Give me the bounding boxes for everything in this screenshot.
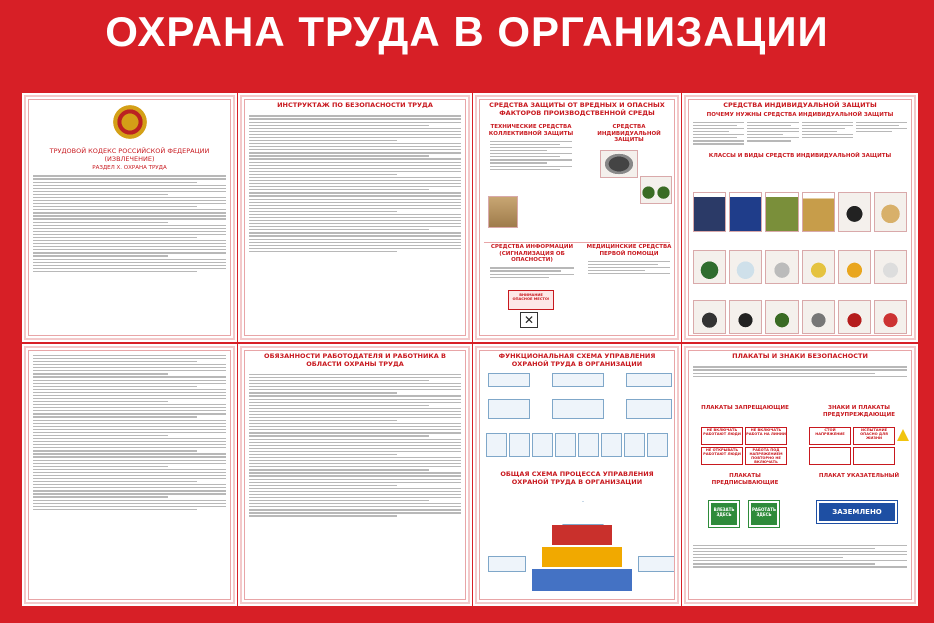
scheme-box-6 [626, 399, 672, 419]
collective-protection-title: ТЕХНИЧЕСКИЕ СРЕДСТВА КОЛЛЕКТИВНОЙ ЗАЩИТЫ [488, 124, 574, 137]
gas-mask-icon [693, 300, 726, 334]
gloves-icon [874, 192, 907, 232]
scheme-cell [601, 433, 622, 457]
scheme-cell [578, 433, 599, 457]
page-title: ОХРАНА ТРУДА В ОРГАНИЗАЦИИ [105, 8, 829, 55]
duties-heading: ОБЯЗАННОСТИ РАБОТОДАТЕЛЯ И РАБОТНИКА В ОБЛАСТИ ОХРАНЫ ТРУДА [264, 352, 446, 368]
instruction-text [245, 112, 465, 256]
respirator-icon [600, 150, 638, 178]
scheme-box-5 [552, 399, 604, 419]
boots-icon [838, 192, 871, 232]
ear-protectors-icon [765, 300, 798, 334]
scheme-cell [509, 433, 530, 457]
ppe-heading: СРЕДСТВА ИНДИВИДУАЛЬНОЙ ЗАЩИТЫ [723, 101, 877, 109]
warning-title: ЗНАКИ И ПЛАКАТЫ ПРЕДУПРЕЖДАЮЩИЕ [823, 405, 895, 418]
sign-work-here: РАБОТАТЬ ЗДЕСЬ [749, 501, 779, 527]
prohibitive-title: ПЛАКАТЫ ЗАПРЕЩАЮЩИЕ [701, 405, 789, 411]
chemical-suit-icon [765, 192, 798, 232]
sign-no-open: НЕ ОТКРЫВАТЬ РАБОТАЮТ ЛЮДИ [701, 447, 743, 465]
sign-grounded: ЗАЗЕМЛЕНО [817, 501, 897, 523]
duties-panel [238, 344, 472, 606]
mandatory-title: ПЛАКАТЫ ПРЕДПИСЫВАЮЩИЕ [711, 473, 779, 486]
scheme-side-right [638, 556, 675, 572]
scheme-box-2 [552, 373, 604, 387]
sign-voltage-3 [853, 447, 895, 465]
scheme-cell [486, 433, 507, 457]
sign-live-work: РАБОТА ПОД НАПРЯЖЕНИЕМ ПОВТОРНО НЕ ВКЛЮЧАТЬ [745, 447, 787, 465]
labor-code-heading: ТРУДОВОЙ КОДЕКС РОССИЙСКОЙ ФЕДЕРАЦИИ (ИЗВЛЕЧЕНИЕ) [49, 147, 210, 163]
warning-triangle-icon [897, 429, 909, 441]
headphones-icon [838, 300, 871, 334]
scheme-box-3 [626, 373, 672, 387]
filter-icon [488, 196, 518, 228]
scheme-cell [647, 433, 668, 457]
helmet-icon [693, 250, 726, 284]
hazmat-suit-icon [802, 192, 835, 232]
sign-voltage-2 [809, 447, 851, 465]
ppe-panel [682, 93, 918, 342]
scheme-box-1 [488, 373, 530, 387]
pyramid-diagram [532, 501, 632, 593]
individual-protection-title: СРЕДСТВА ИНДИВИДУАЛЬНОЙ ЗАЩИТЫ [597, 124, 661, 143]
ppe-classes-title: КЛАССЫ И ВИДЫ СРЕДСТВ ИНДИВИДУАЛЬНОЙ ЗАЩИТЫ [708, 152, 892, 159]
signs-heading: ПЛАКАТЫ И ЗНАКИ БЕЗОПАСНОСТИ [732, 352, 868, 360]
first-aid-title: МЕДИЦИНСКИЕ СРЕДСТВА ПЕРВОЙ ПОМОЩИ [586, 244, 672, 257]
harness-icon [838, 250, 871, 284]
earmuffs-red-icon [874, 300, 907, 334]
respirator-2-icon [802, 300, 835, 334]
earmuffs-icon [640, 176, 672, 204]
signs-panel [682, 344, 918, 606]
ppe-why-title: ПОЧЕМУ НУЖНЫ СРЕДСТВА ИНДИВИДУАЛЬНОЙ ЗАЩИТЫ [706, 111, 894, 118]
scheme-side-left [488, 556, 526, 572]
general-scheme-heading: ОБЩАЯ СХЕМА ПРОЦЕССА УПРАВЛЕНИЯ ОХРАНОЙ ТРУДА В ОРГАНИЗАЦИИ [500, 470, 654, 486]
cross-icon: ✕ [520, 312, 538, 328]
mask-icon [765, 250, 798, 284]
instruction-panel [238, 93, 472, 342]
face-shield-icon [729, 250, 762, 284]
sign-no-switch-people: НЕ ВКЛЮЧАТЬ РАБОТАЮТ ЛЮДИ [701, 427, 743, 445]
sign-no-switch-line: НЕ ВКЛЮЧАТЬ РАБОТА НА ЛИНИИ [745, 427, 787, 445]
labor-code-section: РАЗДЕЛ X. ОХРАНА ТРУДА [92, 165, 167, 171]
instruction-heading: ИНСТРУКТАЖ ПО БЕЗОПАСНОСТИ ТРУДА [277, 101, 433, 109]
labor-code-panel [22, 93, 237, 342]
indicator-title: ПЛАКАТ УКАЗАТЕЛЬНЫЙ [818, 473, 900, 479]
functional-scheme-heading: ФУНКЦИОНАЛЬНАЯ СХЕМА УПРАВЛЕНИЯ ОХРАНОЙ ТРУДА В ОРГАНИЗАЦИИ [498, 352, 656, 368]
duties-text [245, 370, 465, 521]
instruction-continued-panel [22, 344, 237, 606]
management-scheme-panel [473, 344, 681, 606]
protection-means-panel [473, 93, 681, 342]
danger-sign [508, 290, 554, 310]
signaling-title: СРЕДСТВА ИНФОРМАЦИИ (СИГНАЛИЗАЦИЯ ОБ ОПАСНОСТИ) [490, 244, 574, 263]
scheme-cell [532, 433, 553, 457]
goggles-icon [729, 300, 762, 334]
protection-means-heading: СРЕДСТВА ЗАЩИТЫ ОТ ВРЕДНЫХ И ОПАСНЫХ ФАКТОРОВ ПРОИЗВОДСТВЕННОЙ СРЕДЫ [489, 101, 665, 117]
hardhat-icon [802, 250, 835, 284]
work-clothes-icon [729, 192, 762, 232]
sign-stop-voltage: СТОЙ НАПРЯЖЕНИЕ [809, 427, 851, 445]
instruction-continued-text [29, 351, 230, 514]
scheme-box-4 [488, 399, 530, 419]
sign-test-danger: ИСПЫТАНИЕ ОПАСНО ДЛЯ ЖИЗНИ [853, 427, 895, 445]
sign-climb-here: ВЛЕЗАТЬ ЗДЕСЬ [709, 501, 739, 527]
scheme-cell [624, 433, 645, 457]
danger-sign-text: ВНИМАНИЕ ОПАСНОЕ МЕСТО! [512, 293, 550, 301]
labor-code-text [29, 172, 230, 276]
coat-of-arms-icon [113, 104, 147, 144]
protective-suit-icon [693, 192, 726, 232]
cream-icon [874, 250, 907, 284]
scheme-cell [555, 433, 576, 457]
